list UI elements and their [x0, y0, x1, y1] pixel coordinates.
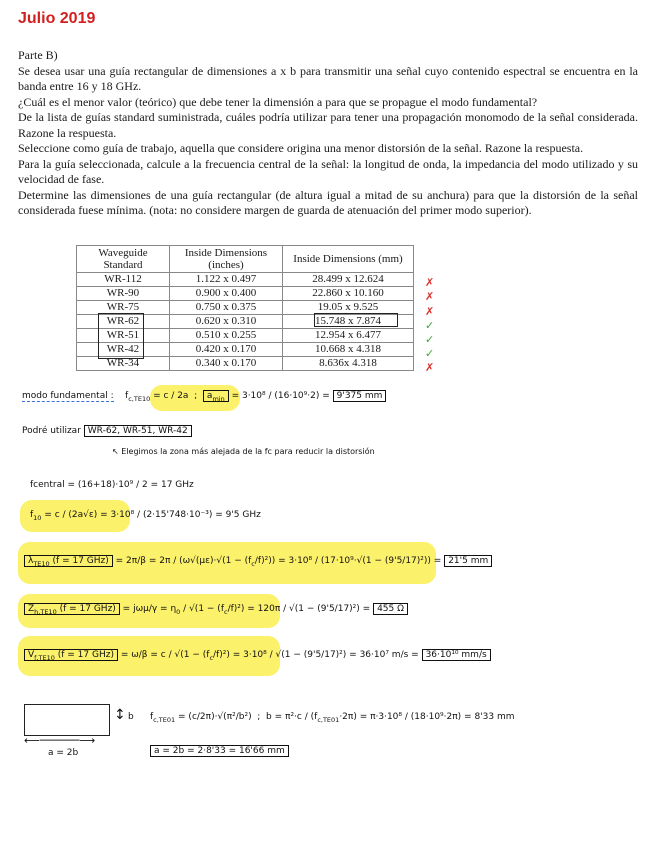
width-arrow-icon: ⟵──────⟶ — [24, 734, 96, 747]
paragraph-4: Seleccione como guía de trabajo, aquella que considere origina una menor distorsión de la señal. Razone la respuesta. — [18, 141, 584, 155]
cell: WR-75 — [77, 301, 170, 315]
cell: WR-34 — [77, 357, 170, 371]
table-row — [77, 273, 414, 287]
x-mark-icon: ✗ — [425, 276, 435, 289]
phase-velocity-result-2: 36·10¹⁰ mm/s — [422, 649, 491, 661]
cell: 12.954 x 6.477 — [283, 329, 414, 343]
arrow-icon: ↖ — [112, 447, 119, 456]
fundamental-mode-line: modo fundamental : $f_{c,TE10} = c / 2a$ ; $a_{min} = 3\cdot 10^8 / (16\cdot 10^9\cdot 2) = 9'375$ mm — [22, 391, 386, 403]
paragraph-1: Se desea usar una guía rectangular de dimensiones a x b para transmitir una señal cuyo contenido espectral se encuentra en la banda entre 16 y 18 GHz. — [18, 63, 638, 93]
selected-dimension-box — [314, 313, 398, 327]
cell: 0.620 x 0.310 — [170, 315, 283, 329]
fundamental-mode-label: modo fundamental : — [22, 391, 114, 401]
final-dimension-box: a = 2b = 2·8'33 = 16'66 mm — [150, 745, 289, 757]
table-header-row — [77, 246, 414, 273]
check-mark-icon: ✓ — [425, 319, 435, 332]
cell: 28.499 x 12.624 — [283, 273, 414, 287]
header-mm: Inside Dimensions (mm) — [283, 246, 414, 273]
cell: 0.420 x 0.170 — [170, 343, 283, 357]
phase-velocity-result-1: = 36·10⁷ m/s — [349, 650, 409, 660]
cell: 0.340 x 0.170 — [170, 357, 283, 371]
distortion-note — [112, 447, 375, 456]
height-formula: $f_{c,TE01} = (c/2\pi)\cdot√(\pi^2/b^2)$ ; $b = \pi^2\cdot c / (f_{c,TE01}\cdot 2\pi) = \pi\cdot 3\cdot 10^8 / (18\cdot 10^9\cdot 2\pi) = 8'33$ mm — [150, 712, 515, 724]
final-dimension — [150, 746, 289, 756]
paragraph-2: ¿Cuál es el menor valor (teórico) que debe tener la dimensión a para que se propague el modo fundamental? — [18, 94, 538, 109]
waveguide-cross-section — [24, 704, 110, 736]
x-mark-icon: ✗ — [425, 305, 435, 318]
height-arrow-icon: ↕ — [114, 707, 126, 723]
impedance-line: $Z_{h,TE10}$ (f = 17 $GHz) = j\omega\mu/\gamma = \eta_0 / √(1 - (f_c/f)^2) = 120\pi / √(1 - (9'5/17)^2) = 455$ Ω — [24, 604, 408, 616]
part-label: Parte B) — [18, 48, 58, 62]
cell: 22.860 x 10.160 — [283, 287, 414, 301]
selected-standards-box — [98, 313, 144, 359]
header-standard: Waveguide Standard — [77, 246, 170, 273]
cell: 0.510 x 0.255 — [170, 329, 283, 343]
cell: WR-42 — [77, 343, 170, 357]
cell: WR-62 — [77, 315, 170, 329]
problem-statement — [18, 48, 638, 219]
cell: 0.900 x 0.400 — [170, 287, 283, 301]
usable-guides-box: WR-62, WR-51, WR-42 — [84, 425, 192, 437]
cutoff-frequency: $f_{10} = c / (2a√\varepsilon) = 3\cdot 10^8 / (2\cdot 15'748\cdot 10^{-3}) = 9'5$ GHz — [30, 510, 261, 522]
cutoff-result: = 9'5 GHz — [215, 510, 261, 520]
cell: WR-112 — [77, 273, 170, 287]
table-row — [77, 287, 414, 301]
cell: 0.750 x 0.375 — [170, 301, 283, 315]
height-label: b — [128, 712, 134, 722]
cell: 8.636x 4.318 — [283, 357, 414, 371]
check-mark-icon: ✓ — [425, 333, 435, 346]
page-title: Julio 2019 — [18, 10, 96, 27]
cell: 15.748 x 7.874 — [283, 315, 414, 329]
wavelength-result: 21'5 mm — [444, 555, 492, 567]
check-mark-icon: ✓ — [425, 347, 435, 360]
cell: WR-90 — [77, 287, 170, 301]
cell: WR-51 — [77, 329, 170, 343]
cell: 1.122 x 0.497 — [170, 273, 283, 287]
central-frequency: fcentral = (16+18)·10⁹ / 2 = 17 GHz — [30, 480, 194, 490]
x-mark-icon: ✗ — [425, 290, 435, 303]
cell: 19.05 x 9.525 — [283, 301, 414, 315]
x-mark-icon: ✗ — [425, 361, 435, 374]
paragraph-3: De la lista de guías standard suministrada, cuáles podría utilizar para tener una propagación monomodo de la señal considerada. Razone la respuesta. — [18, 110, 638, 140]
amin-result: 9'375 mm — [333, 390, 387, 402]
wavelength-line: $\lambda_{TE10}$ (f = 17 $GHz) = 2\pi/\beta = 2\pi / (\omega√(\mu\varepsilon)\cdot√(1 - (f_c/f)^2)) = 3\cdot 10^8 / (17\cdot 10^9\cdot√(1 - (9'5/17)^2)) = 21'5$ mm — [24, 556, 492, 568]
impedance-result: 455 Ω — [373, 603, 408, 615]
cell: 10.668 x 4.318 — [283, 343, 414, 357]
phase-velocity-line: $V_{f,TE10}$ (f = 17 $GHz) = \omega/\beta = c / √(1 - (f_c/f)^2) = 3\cdot 10^8 / √(1 - (9'5/17)^2) = 36\cdot 10^7$ m/s = 36·10¹⁰ mm/s — [24, 650, 491, 662]
distortion-note-text: Elegimos la zona más alejada de la fc para reducir la distorsión — [121, 447, 375, 456]
paragraph-6: Determine las dimensiones de una guía rectangular (de altura igual a mitad de su anchura) para que la distorsión de la señal considerada fuese mínima. (nota: no considere margen de guarda de atenuación del primer modo superior). — [18, 187, 638, 217]
height-result: = 8'33 mm — [464, 712, 515, 722]
header-inches: Inside Dimensions (inches) — [170, 246, 283, 273]
width-label: a = 2b — [48, 748, 79, 758]
paragraph-5: Para la guía seleccionada, calcule a la frecuencia central de la señal: la longitud de onda, la impedancia del modo utilizado y su velocidad de fase. — [18, 156, 638, 186]
usable-label: Podré utilizar — [22, 426, 81, 436]
usable-guides-line — [22, 426, 192, 436]
